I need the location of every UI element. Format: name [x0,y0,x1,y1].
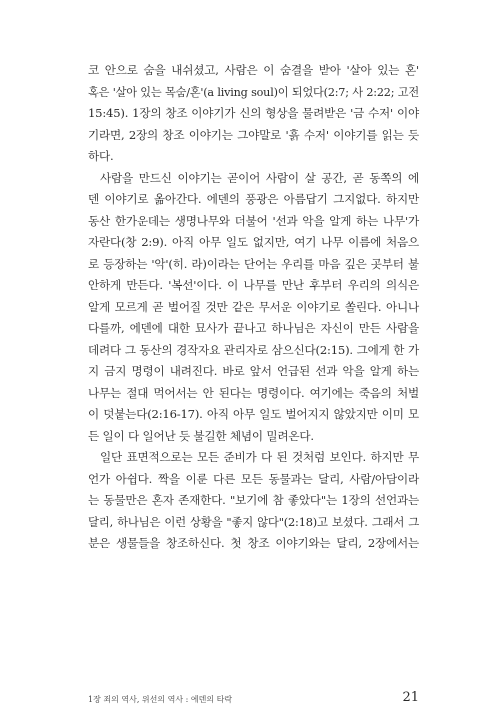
page-number: 21 [402,690,419,705]
text-line: 분은 생물들을 창조하신다. 첫 창조 이야기와는 달리, 2장에서는 [88,536,419,550]
text-line: 데려다 그 동산의 경작자요 관리자로 삼으신다(2:15). 그에게 한 가 [88,342,419,357]
text-line: 다를까, 에덴에 대한 묘사가 끝나고 하나님은 자신이 만든 사람을 [88,321,419,335]
text-line: 든 일이 다 일어난 듯 불길한 체념이 밀려온다. [88,428,314,443]
text-line: 자란다(창 2:9). 아직 아무 일도 없지만, 여기 나무 이름에 처음으 [88,235,419,249]
text-line: 덴 이야기로 옮아간다. 에덴의 풍광은 아름답기 그지없다. 하지만 [88,192,419,206]
text-line: 하다. [88,149,114,163]
text-line: 나무는 절대 먹어서는 안 된다는 명령이다. 여기에는 죽음의 처벌 [88,385,419,400]
text-line: 는 동물만은 혼자 존재한다. "보기에 참 좋았다"는 1장의 선언과는 [88,493,419,507]
text-line: 안하게 만든다. '복선'이다. 이 나무를 만난 후부터 우리의 의식은 [88,278,419,292]
text-line: 기라면, 2장의 창조 이야기는 그야말로 '흙 수저' 이야기를 읽는 듯 [88,127,419,142]
text-line: 동산 한가운데는 생명나무와 더불어 '선과 악을 알게 하는 나무'가 [88,213,419,228]
text-line: 지 금지 명령이 내려진다. 바로 앞서 언급된 선과 악을 알게 하는 [88,364,419,378]
text-line: 15:45). 1장의 창조 이야기가 신의 형상을 물려받은 '금 수저' 이야 [88,106,419,120]
text-line: 코 안으로 숨을 내쉬셨고, 사람은 이 숨결을 받아 '살아 있는 혼' [88,63,419,77]
text-line: 이 덧붙는다(2:16-17). 아직 아무 일도 벌어지지 않았지만 이미 모 [88,407,419,421]
text-line: 혹은 '살아 있는 목숨/혼'(a living soul)이 되었다(2:7; 사 2:22; 고전 [88,85,419,99]
text-line: 로 등장하는 '악'(히. 라)이라는 단어는 우리를 마음 깊은 곳부터 불 [88,256,419,271]
running-head: 1장 죄의 역사, 위선의 역사 : 에덴의 타락 [88,695,233,704]
paragraph-first-line: 사람을 만드신 이야기는 곧이어 사람이 살 공간, 곧 동쪽의 에 [100,170,419,185]
text-line: 알게 모르게 곧 벌어질 것만 같은 무서운 이야기로 쏠린다. 아니나 [88,299,419,314]
text-line: 언가 아쉽다. 짝을 이룬 다른 모든 동물과는 달리, 사람/아담이라 [88,471,419,486]
text-line: 달리, 하나님은 이런 상황을 "좋지 않다"(2:18)고 보셨다. 그래서 그 [88,514,419,529]
page-footer [88,690,419,707]
body-text [88,60,419,555]
paragraph-first-line: 일단 표면적으로는 모든 준비가 다 된 것처럼 보인다. 하지만 무 [100,450,419,464]
